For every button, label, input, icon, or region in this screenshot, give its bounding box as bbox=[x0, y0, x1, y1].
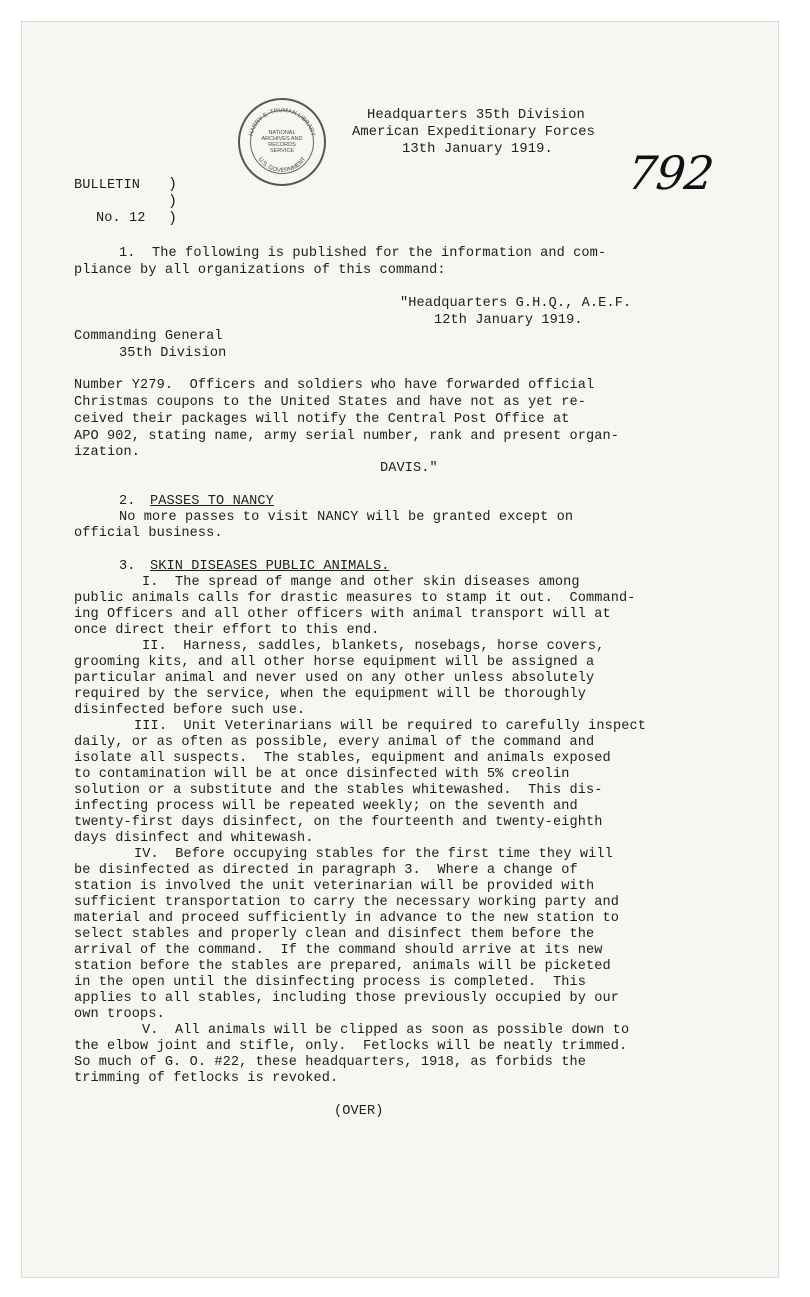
section3-line-22: material and proceed sufficiently in advance to the new station to bbox=[74, 911, 619, 926]
section3-line-29: V. All animals will be clipped as soon as possible down to bbox=[142, 1023, 630, 1038]
section3-line-8: required by the service, when the equipment will be thoroughly bbox=[74, 687, 586, 702]
section3-line-18: IV. Before occupying stables for the first time they will bbox=[134, 847, 613, 862]
bracket-3: ) bbox=[168, 210, 178, 227]
stamp-ring-top: HARRY S. TRUMAN LIBRARY bbox=[248, 107, 316, 137]
section3-line-17: days disinfect and whitewash. bbox=[74, 831, 314, 846]
stamp-ring-bottom: U.S. GOVERNMENT bbox=[256, 156, 308, 175]
document-page bbox=[22, 22, 778, 1277]
section3-line-15: infecting process will be repeated weekly; on the seventh and bbox=[74, 799, 578, 814]
section2-line-2: official business. bbox=[74, 526, 223, 541]
section3-line-1: I. The spread of mange and other skin diseases among bbox=[142, 575, 580, 590]
section3-line-6: grooming kits, and all other horse equipment will be assigned a bbox=[74, 655, 595, 670]
bracket-1: ) bbox=[168, 176, 178, 193]
archive-stamp bbox=[238, 98, 326, 186]
handwritten-number: 792 bbox=[625, 146, 716, 200]
number-para-line-5: ization. bbox=[74, 445, 141, 460]
section2-line-1: No more passes to visit NANCY will be granted except on bbox=[119, 510, 574, 525]
quote-header-line-2: 12th January 1919. bbox=[434, 313, 583, 328]
addressee-line-2: 35th Division bbox=[119, 346, 227, 361]
section3-line-20: station is involved the unit veterinarian will be provided with bbox=[74, 879, 595, 894]
addressee-line-1: Commanding General bbox=[74, 329, 223, 344]
section3-line-27: applies to all stables, including those previously occupied by our bbox=[74, 991, 619, 1006]
para1-line-1: 1. The following is published for the information and com- bbox=[119, 246, 607, 261]
section3-line-31: So much of G. O. #22, these headquarters, 1918, as forbids the bbox=[74, 1055, 586, 1070]
section3-line-4: once direct their effort to this end. bbox=[74, 623, 380, 638]
number-para-line-2: Christmas coupons to the United States and have not as yet re- bbox=[74, 395, 586, 410]
section3-line-26: in the open until the disinfecting process is completed. This bbox=[74, 975, 586, 990]
bulletin-number: No. 12 bbox=[96, 211, 146, 226]
number-para-line-4: APO 902, stating name, army serial number, rank and present organ- bbox=[74, 429, 619, 444]
section3-line-2: public animals calls for drastic measures to stamp it out. Command- bbox=[74, 591, 636, 606]
section3-line-23: select stables and properly clean and disinfect them before the bbox=[74, 927, 595, 942]
para1-line-2: pliance by all organizations of this command: bbox=[74, 263, 446, 278]
section3-line-21: sufficient transportation to carry the necessary working party and bbox=[74, 895, 619, 910]
section3-line-13: to contamination will be at once disinfected with 5% creolin bbox=[74, 767, 570, 782]
footer-over: (OVER) bbox=[334, 1104, 384, 1119]
quote-header-line-1: "Headquarters G.H.Q., A.E.F. bbox=[400, 296, 632, 311]
stamp-center-text: NATIONAL ARCHIVES AND RECORDS SERVICE bbox=[261, 129, 303, 155]
number-para-line-1: Number Y279. Officers and soldiers who have forwarded official bbox=[74, 378, 595, 393]
section3-line-5: II. Harness, saddles, blankets, nosebags, horse covers, bbox=[142, 639, 605, 654]
section3-line-24: arrival of the command. If the command should arrive at its new bbox=[74, 943, 603, 958]
section3-number: 3. bbox=[119, 559, 136, 574]
section3-line-11: daily, or as often as possible, every animal of the command and bbox=[74, 735, 595, 750]
bulletin-label: BULLETIN bbox=[74, 178, 141, 193]
header-line-2: American Expeditionary Forces bbox=[352, 125, 596, 140]
header-line-1: Headquarters 35th Division bbox=[367, 108, 585, 123]
section3-line-10: III. Unit Veterinarians will be required to carefully inspect bbox=[134, 719, 646, 734]
section2-number: 2. bbox=[119, 494, 136, 509]
section3-line-7: particular animal and never used on any other unless absolutely bbox=[74, 671, 595, 686]
header-line-3: 13th January 1919. bbox=[402, 142, 553, 157]
section3-line-3: ing Officers and all other officers with animal transport will at bbox=[74, 607, 611, 622]
section3-line-12: isolate all suspects. The stables, equipment and animals exposed bbox=[74, 751, 611, 766]
section3-line-9: disinfected before such use. bbox=[74, 703, 306, 718]
number-para-line-3: ceived their packages will notify the Central Post Office at bbox=[74, 412, 570, 427]
bracket-2: ) bbox=[168, 193, 178, 210]
section2-title: PASSES TO NANCY bbox=[150, 494, 274, 509]
section3-line-16: twenty-first days disinfect, on the fourteenth and twenty-eighth bbox=[74, 815, 603, 830]
section3-line-30: the elbow joint and stifle, only. Fetlocks will be neatly trimmed. bbox=[74, 1039, 628, 1054]
section3-title: SKIN DISEASES PUBLIC ANIMALS. bbox=[150, 559, 390, 574]
section3-line-32: trimming of fetlocks is revoked. bbox=[74, 1071, 339, 1086]
section3-line-14: solution or a substitute and the stables whitewashed. This dis- bbox=[74, 783, 603, 798]
section3-line-28: own troops. bbox=[74, 1007, 165, 1022]
stamp-center bbox=[248, 107, 316, 174]
signature: DAVIS." bbox=[380, 461, 438, 476]
section3-line-19: be disinfected as directed in paragraph 3. Where a change of bbox=[74, 863, 578, 878]
section3-line-25: station before the stables are prepared, animals will be picketed bbox=[74, 959, 611, 974]
